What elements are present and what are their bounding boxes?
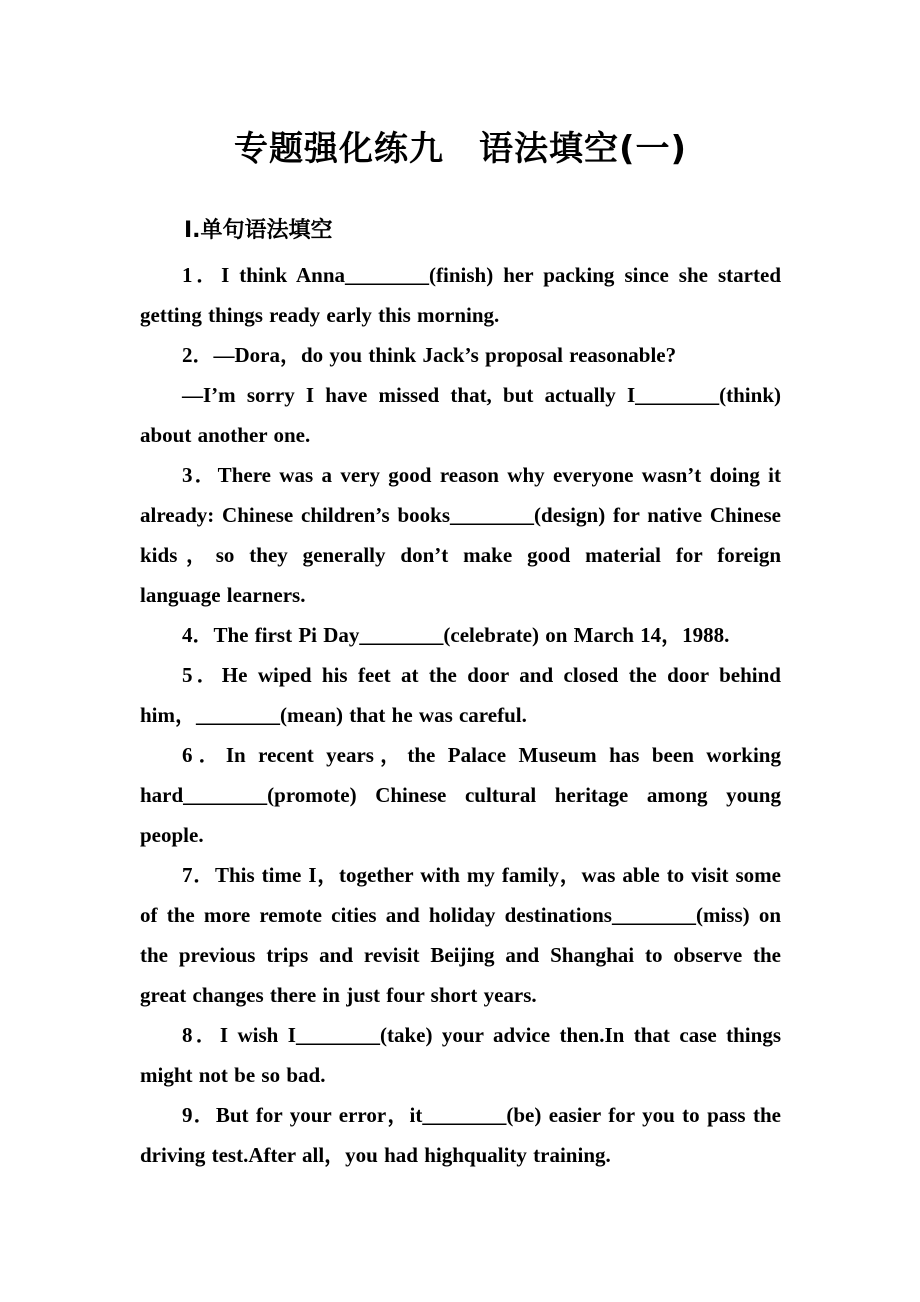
exercise-4: 4．The first Pi Day________(celebrate) on March 14，1988. [182,623,730,648]
exercise-2-question: 2．—Dora，do you think Jack’s proposal reasonable? [182,343,677,368]
exercise-9: 9．But for your error，it________(be) easier for you to pass the driving test.After all，you had highquality training. [140,1103,781,1168]
exercise-5: 5．He wiped his feet at the door and closed the door behind him，________(mean) that he was careful. [140,663,781,728]
exercise-3: 3．There was a very good reason why everyone wasn’t doing it already: Chinese children’s books________(design) for native Chinese kids，so they generally don’t make good material for foreign language learners. [140,463,781,608]
exercise-6: 6．In recent years，the Palace Museum has been working hard________(promote) Chinese cultural heritage among young people. [140,743,781,848]
exercise-1: 1．I think Anna________(finish) her packing since she started getting things ready early this morning. [140,263,781,328]
document-title: 专题强化练九 语法填空(一) [233,129,688,169]
exercise-8: 8．I wish I________(take) your advice then.In that case things might not be so bad. [140,1023,781,1088]
exercise-2-answer: —I’m sorry I have missed that, but actually I________(think) about another one. [140,383,781,448]
exercise-7: 7．This time I，together with my family，was able to visit some of the more remote cities and holiday destinations________(miss) on the previous trips and revisit Beijing and Shanghai to observe the great changes there in just four short years. [140,863,781,1008]
section-heading: Ⅰ.单句语法填空 [184,217,333,243]
